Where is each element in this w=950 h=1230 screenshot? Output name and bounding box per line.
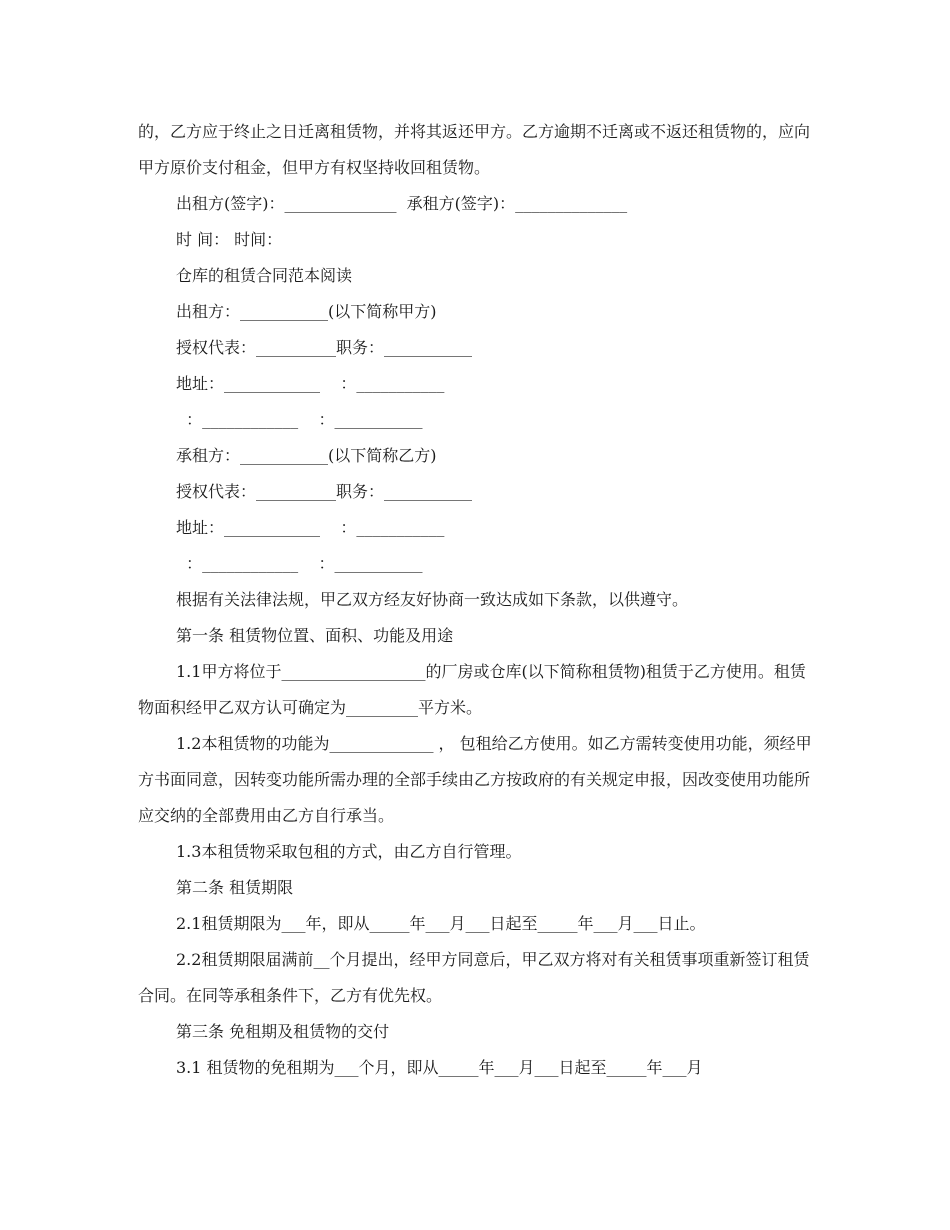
clause-3-1: 3.1 租赁物的免租期为___个月，即从_____年___月___日起至_____年___月 (176, 1058, 703, 1077)
clause-1-2: 1.2本租赁物的功能为_____________ ， 包租给乙方使用。如乙方需转变使用功能，须经甲方书面同意，因转变功能所需办理的全部手续由乙方按政府的有关规定申报，因改变使用功能所应交纳的全部费用由乙方自行承当。 (138, 734, 812, 825)
signature-line: 出租方(签字)：______________ 承租方(签字)：______________ (176, 194, 628, 213)
lessee-extra-line: ：____________ ：___________ (176, 554, 423, 573)
clause-1-1: 1.1甲方将位于__________________的厂房或仓库(以下简称租赁物)租赁于乙方使用。租赁物面积经甲乙双方认可确定为_________平方米。 (138, 662, 806, 717)
clause-1-3: 1.3本租赁物采取包租的方式，由乙方自行管理。 (176, 842, 522, 861)
paragraph-continuation: 的，乙方应于终止之日迁离租赁物，并将其返还甲方。乙方逾期不迁离或不返还租赁物的，应向甲方原价支付租金，但甲方有权坚持收回租赁物。 (138, 122, 811, 177)
time-line: 时 间： 时间： (176, 230, 283, 249)
intro-paragraph: 根据有关法律法规，甲乙双方经友好协商一致达成如下条款，以供遵守。 (176, 590, 689, 609)
lessor-extra-line: ：____________ ：___________ (176, 410, 423, 429)
lessee-address-line: 地址：____________ ：___________ (176, 518, 445, 537)
article-2-title: 第二条 租赁期限 (176, 878, 294, 897)
article-1-title: 第一条 租赁物位置、面积、功能及用途 (176, 626, 454, 645)
lessee-rep-line: 授权代表：__________职务：___________ (176, 482, 473, 501)
lessor-line: 出租方：___________(以下简称甲方) (176, 302, 437, 321)
clause-2-1: 2.1租赁期限为___年，即从_____年___月___日起至_____年___月___日止。 (176, 914, 706, 933)
section-title: 仓库的租赁合同范本阅读 (176, 266, 353, 285)
clause-2-2: 2.2租赁期限届满前__个月提出，经甲方同意后，甲乙双方将对有关租赁事项重新签订租赁合同。在同等承租条件下，乙方有优先权。 (138, 950, 810, 1005)
document-body (138, 114, 818, 1086)
lessor-rep-line: 授权代表：__________职务：___________ (176, 338, 473, 357)
lessor-address-line: 地址：____________ ：___________ (176, 374, 445, 393)
article-3-title: 第三条 免租期及租赁物的交付 (176, 1022, 390, 1041)
lessee-line: 承租方：___________(以下简称乙方) (176, 446, 437, 465)
